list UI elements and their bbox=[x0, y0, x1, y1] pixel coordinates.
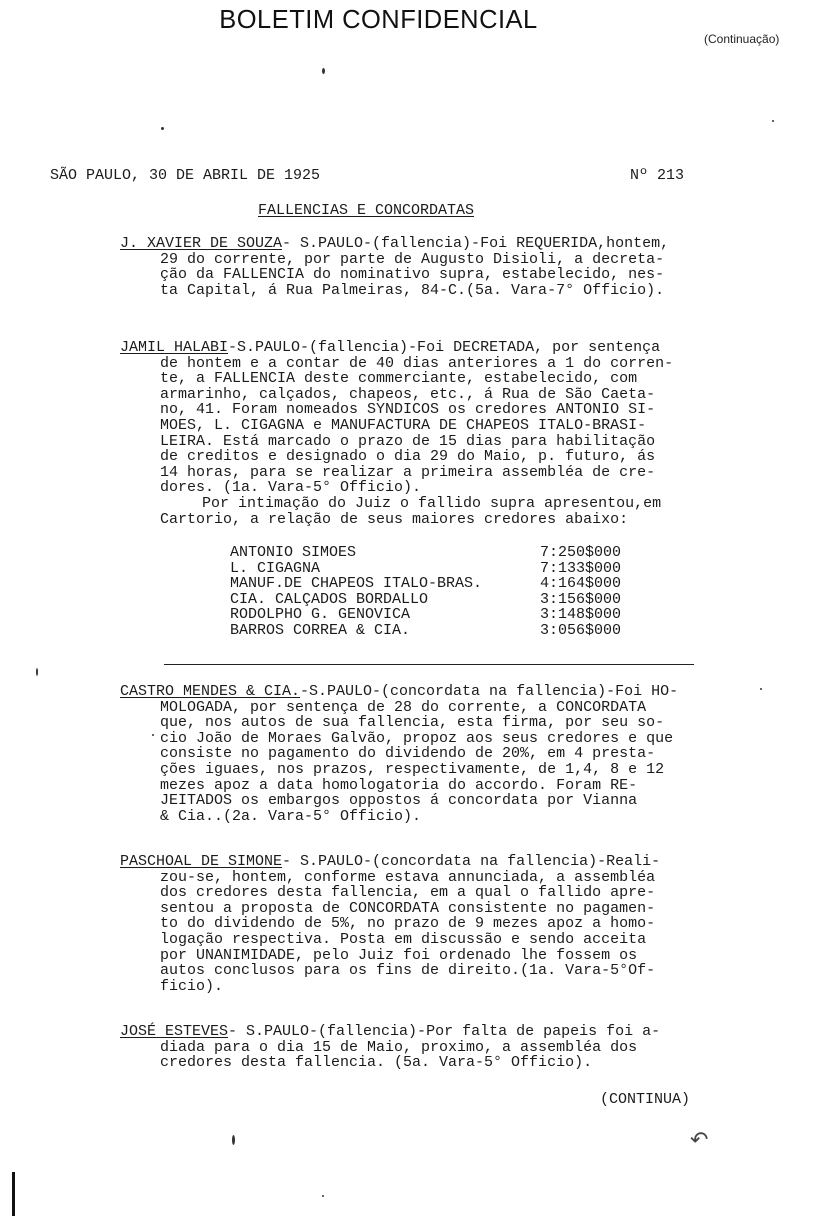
document-title: BOLETIM CONFIDENCIAL bbox=[219, 4, 538, 34]
creditor-name: BARROS CORREA & CIA. bbox=[230, 621, 411, 639]
entry-line: sentou a proposta de CONCORDATA consistente no pagamen- bbox=[160, 899, 656, 917]
entry-line: logação respectiva. Posta em discussão e sendo acceita bbox=[160, 930, 647, 948]
creditor-name: L. CIGAGNA bbox=[230, 559, 321, 577]
entry-line: ções iguaes, nos prazos, respectivamente, de 1,4, 8 e 12 bbox=[160, 760, 665, 778]
entry-line: mezes apoz a data homologatoria do accordo. Foram RE- bbox=[160, 776, 638, 794]
entry-line: - S.PAULO-(concordata na fallencia)-Reali- bbox=[282, 853, 661, 870]
dateline: SÃO PAULO, 30 DE ABRIL DE 1925 bbox=[50, 167, 321, 184]
creditor-amount: 3:148$000 bbox=[540, 606, 622, 624]
entry-line: te, a FALLENCIA deste commerciante, estabelecido, com bbox=[160, 370, 638, 388]
entry-line: cio João de Moraes Galvão, propoz aos seus credores e que bbox=[160, 729, 674, 747]
scan-speck bbox=[760, 688, 762, 690]
entry-line: autos conclusos para os fins de direito.(1a. Vara-5°Of- bbox=[160, 962, 656, 980]
entry-line: armarinho, calçados, chapeos, etc., á Rua de São Caeta- bbox=[160, 385, 656, 403]
entry-line: que, nos autos de sua fallencia, esta firma, por seu so- bbox=[160, 714, 665, 732]
scan-speck bbox=[322, 1195, 324, 1197]
entry-line: Por intimação do Juiz o fallido supra apresentou,em bbox=[202, 494, 662, 512]
entry-line: de creditos e designado o dia 29 do Maio, p. futuro, ás bbox=[160, 448, 656, 466]
creditor-amount: 3:156$000 bbox=[540, 590, 622, 608]
entry-line: ficio). bbox=[160, 977, 224, 995]
creditor-name: CIA. CALÇADOS BORDALLO bbox=[230, 590, 429, 608]
continuation-note: (Continuação) bbox=[704, 32, 780, 46]
entry-xavier-de-souza bbox=[120, 236, 740, 298]
entry-line: credores desta fallencia. (5a. Vara-5° Officio). bbox=[160, 1054, 593, 1072]
entry-line: -S.PAULO-(concordata na fallencia)-Foi HO- bbox=[300, 683, 679, 700]
entry-line: - S.PAULO-(fallencia)-Foi REQUERIDA,hontem, bbox=[282, 235, 670, 252]
entry-line: to do dividendo de 5%, no prazo de 9 mezes apoz a homo- bbox=[160, 915, 656, 933]
entry-line: consiste no pagamento do dividendo de 20%, em 4 presta- bbox=[160, 745, 656, 763]
creditor-amount: 7:133$000 bbox=[540, 559, 622, 577]
scan-speck bbox=[36, 668, 38, 676]
handwritten-mark-icon: ↶ bbox=[690, 1128, 709, 1153]
section-title: FALLENCIAS E CONCORDATAS bbox=[258, 202, 475, 219]
entry-line: de hontem e a contar de 40 dias anteriores a 1 do corren- bbox=[160, 354, 674, 372]
creditor-name: ANTONIO SIMOES bbox=[230, 544, 357, 561]
entry-name: JOSÉ ESTEVES bbox=[120, 1023, 229, 1040]
entry-line: por UNANIMIDADE, pelo Juiz foi ordenado lhe fossem os bbox=[160, 946, 638, 964]
entry-name: JAMIL HALABI bbox=[120, 339, 229, 356]
entry-line: ção da FALLENCIA do nominativo supra, estabelecido, nes- bbox=[160, 266, 665, 284]
creditor-amount: 3:056$000 bbox=[540, 621, 622, 639]
entry-line: ta Capital, á Rua Palmeiras, 84-C.(5a. Vara-7° Officio). bbox=[160, 281, 665, 299]
section-divider bbox=[164, 664, 694, 665]
scan-speck bbox=[161, 127, 164, 130]
scan-speck bbox=[322, 68, 325, 74]
creditor-name: MANUF.DE CHAPEOS ITALO-BRAS. bbox=[230, 575, 483, 593]
creditor-row bbox=[230, 561, 650, 577]
entry-name: PASCHOAL DE SIMONE bbox=[120, 853, 283, 870]
entry-line: diada para o dia 15 de Maio, proximo, a assembléa dos bbox=[160, 1038, 638, 1056]
creditor-amount: 4:164$000 bbox=[540, 575, 622, 593]
creditor-row bbox=[230, 592, 650, 608]
entry-line: no, 41. Foram nomeados SYNDICOS os credores ANTONIO SI- bbox=[160, 401, 656, 419]
scan-speck bbox=[232, 1135, 235, 1145]
creditor-row bbox=[230, 576, 650, 592]
continues-note: (CONTINUA) bbox=[600, 1091, 691, 1108]
entry-line: -S.PAULO-(fallencia)-Foi DECRETADA, por sentença bbox=[228, 339, 661, 356]
entry-line: dos credores desta fallencia, em a qual o fallido apre- bbox=[160, 884, 656, 902]
creditor-row bbox=[230, 607, 650, 623]
entry-castro-mendes bbox=[120, 684, 740, 824]
entry-line: 29 do corrente, por parte de Augusto Disioli, a decreta- bbox=[160, 250, 665, 268]
scan-speck bbox=[772, 120, 774, 122]
entry-line: JEITADOS os embargos oppostos á concordata por Vianna bbox=[160, 792, 638, 810]
creditor-name: RODOLPHO G. GENOVICA bbox=[230, 606, 411, 624]
creditor-row bbox=[230, 623, 650, 639]
entry-line: MOES, L. CIGAGNA e MANUFACTURA DE CHAPEOS ITALO-BRASI- bbox=[160, 416, 647, 434]
entry-name: CASTRO MENDES & CIA. bbox=[120, 683, 301, 700]
entry-line: zou-se, hontem, conforme estava annunciada, a assembléa bbox=[160, 868, 656, 886]
entry-jamil-halabi bbox=[120, 340, 740, 527]
entry-line: - S.PAULO-(fallencia)-Por falta de papeis foi a- bbox=[228, 1023, 661, 1040]
bulletin-number: Nº 213 bbox=[630, 167, 685, 184]
entry-paschoal-de-simone bbox=[120, 854, 740, 994]
creditor-row bbox=[230, 545, 650, 561]
entry-line: LEIRA. Está marcado o prazo de 15 dias para habilitação bbox=[160, 432, 656, 450]
entry-name: J. XAVIER DE SOUZA bbox=[120, 235, 283, 252]
entry-line: 14 horas, para se realizar a primeira assembléa de cre- bbox=[160, 463, 656, 481]
creditor-list bbox=[230, 545, 650, 639]
entry-jose-esteves bbox=[120, 1024, 740, 1071]
scan-edge-mark bbox=[12, 1172, 15, 1216]
entry-line: & Cia..(2a. Vara-5° Officio). bbox=[160, 807, 422, 825]
entry-line: MOLOGADA, por sentença de 28 do corrente, a CONCORDATA bbox=[160, 698, 647, 716]
entry-line: dores. (1a. Vara-5° Officio). bbox=[160, 479, 422, 497]
entry-line: Cartorio, a relação de seus maiores credores abaixo: bbox=[160, 510, 629, 528]
creditor-amount: 7:250$000 bbox=[540, 544, 622, 561]
scan-speck bbox=[152, 734, 154, 736]
